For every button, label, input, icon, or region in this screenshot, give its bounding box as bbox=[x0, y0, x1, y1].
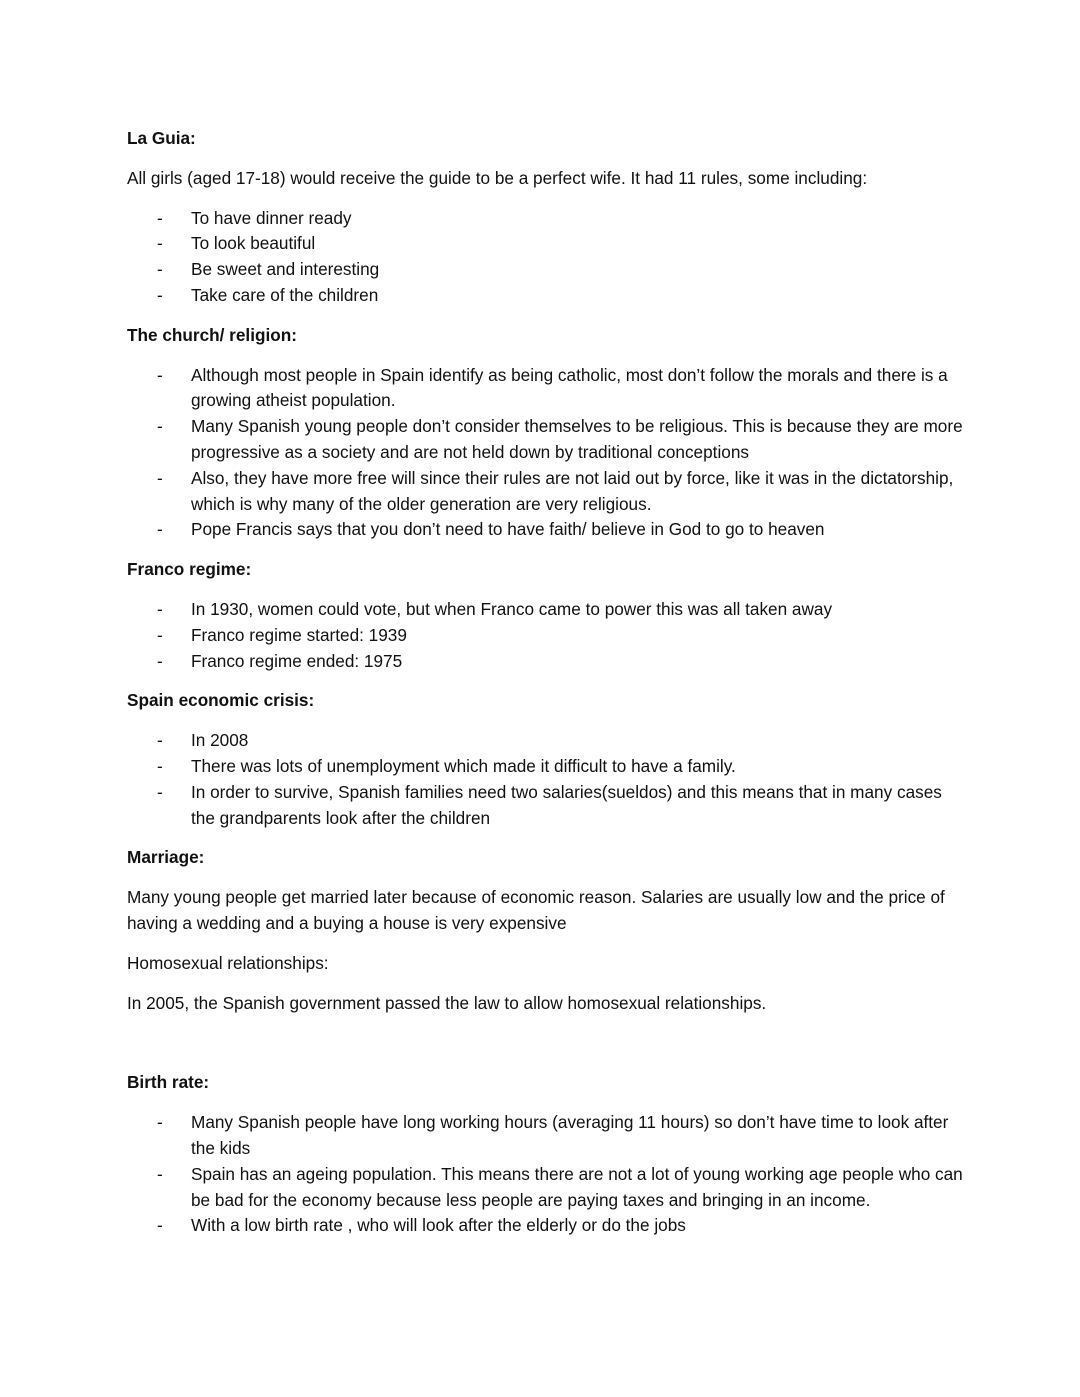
crisis-list bbox=[127, 728, 967, 831]
list-item bbox=[127, 623, 967, 649]
list-item-text: Franco regime started: 1939 bbox=[191, 624, 407, 645]
list-item-text: Franco regime ended: 1975 bbox=[191, 650, 403, 671]
list-item-text: Take care of the children bbox=[191, 284, 379, 305]
list-item bbox=[127, 231, 967, 257]
dash-bullet: - bbox=[157, 730, 163, 751]
list-item-text: Many Spanish people have long working hours (averaging 11 hours) so don’t have time to look after the kids bbox=[191, 1112, 949, 1158]
list-item bbox=[127, 1110, 967, 1162]
homosexual-label: Homosexual relationships: bbox=[127, 952, 329, 973]
section-heading-marriage: Marriage: bbox=[127, 847, 205, 868]
list-item-text: Also, they have more free will since their rules are not laid out by force, like it was in the dictatorship, which is why many of the older generation are very religious. bbox=[191, 467, 954, 514]
dash-bullet: - bbox=[157, 1163, 163, 1184]
la-guia-intro: All girls (aged 17-18) would receive the guide to be a perfect wife. It had 11 rules, some including: bbox=[127, 167, 868, 188]
list-item-text: There was lots of unemployment which made it difficult to have a family. bbox=[191, 755, 736, 776]
dash-bullet: - bbox=[157, 233, 163, 254]
list-item-text: With a low birth rate , who will look after the elderly or do the jobs bbox=[191, 1215, 686, 1236]
section-heading-la-guia: La Guia: bbox=[127, 128, 196, 148]
list-item bbox=[127, 517, 967, 543]
homosexual-text: In 2005, the Spanish government passed the law to allow homosexual relationships. bbox=[127, 992, 767, 1013]
la-guia-list bbox=[127, 206, 967, 309]
list-item-text: In 2008 bbox=[191, 730, 249, 751]
section-heading-crisis: Spain economic crisis: bbox=[127, 690, 315, 711]
list-item-text: In 1930, women could vote, but when Franco came to power this was all taken away bbox=[191, 598, 833, 619]
dash-bullet: - bbox=[157, 624, 163, 645]
dash-bullet: - bbox=[157, 519, 163, 540]
list-item bbox=[127, 1213, 967, 1239]
list-item bbox=[127, 466, 967, 518]
list-item-text: Many Spanish young people don’t consider themselves to be religious. This is because they are more progressive as a society and are not held down by traditional conceptions bbox=[191, 416, 963, 462]
list-item bbox=[127, 257, 967, 283]
dash-bullet: - bbox=[157, 1215, 163, 1236]
list-item-text: Be sweet and interesting bbox=[191, 259, 380, 280]
list-item bbox=[127, 363, 967, 415]
list-item-text: In order to survive, Spanish families need two salaries(sueldos) and this means that in many cases the grandparents look after the children bbox=[191, 781, 942, 828]
blank-gap bbox=[127, 1030, 967, 1070]
list-item-text: Although most people in Spain identify as being catholic, most don’t follow the morals and there is a growing atheist population. bbox=[191, 364, 948, 411]
church-list bbox=[127, 363, 967, 544]
dash-bullet: - bbox=[157, 207, 163, 228]
dash-bullet: - bbox=[157, 364, 163, 385]
list-item bbox=[127, 414, 967, 466]
dash-bullet: - bbox=[157, 755, 163, 776]
dash-bullet: - bbox=[157, 598, 163, 619]
section-heading-franco: Franco regime: bbox=[127, 559, 252, 580]
dash-bullet: - bbox=[157, 650, 163, 671]
dash-bullet: - bbox=[157, 467, 163, 488]
list-item-text: To look beautiful bbox=[191, 233, 316, 254]
franco-list bbox=[127, 597, 967, 674]
birth-rate-list bbox=[127, 1110, 967, 1239]
list-item bbox=[127, 1162, 967, 1214]
list-item bbox=[127, 754, 967, 780]
dash-bullet: - bbox=[157, 1112, 163, 1133]
list-item bbox=[127, 206, 967, 232]
list-item bbox=[127, 728, 967, 754]
list-item bbox=[127, 780, 967, 832]
list-item-text: To have dinner ready bbox=[191, 207, 352, 228]
dash-bullet: - bbox=[157, 416, 163, 437]
section-heading-church: The church/ religion: bbox=[127, 324, 297, 345]
list-item-text: Pope Francis says that you don’t need to have faith/ believe in God to go to heaven bbox=[191, 519, 825, 540]
section-heading-birth-rate: Birth rate: bbox=[127, 1072, 210, 1093]
dash-bullet: - bbox=[157, 781, 163, 802]
list-item bbox=[127, 649, 967, 675]
marriage-text: Many young people get married later because of economic reason. Salaries are usually low and the price of having a wedding and a buying a house is very expensive bbox=[127, 887, 945, 933]
dash-bullet: - bbox=[157, 284, 163, 305]
list-item-text: Spain has an ageing population. This means there are not a lot of young working age people who can be bad for the economy because less people are paying taxes and bringing in an income. bbox=[191, 1163, 963, 1210]
list-item bbox=[127, 283, 967, 309]
dash-bullet: - bbox=[157, 259, 163, 280]
document-body bbox=[127, 126, 967, 1253]
list-item bbox=[127, 597, 967, 623]
